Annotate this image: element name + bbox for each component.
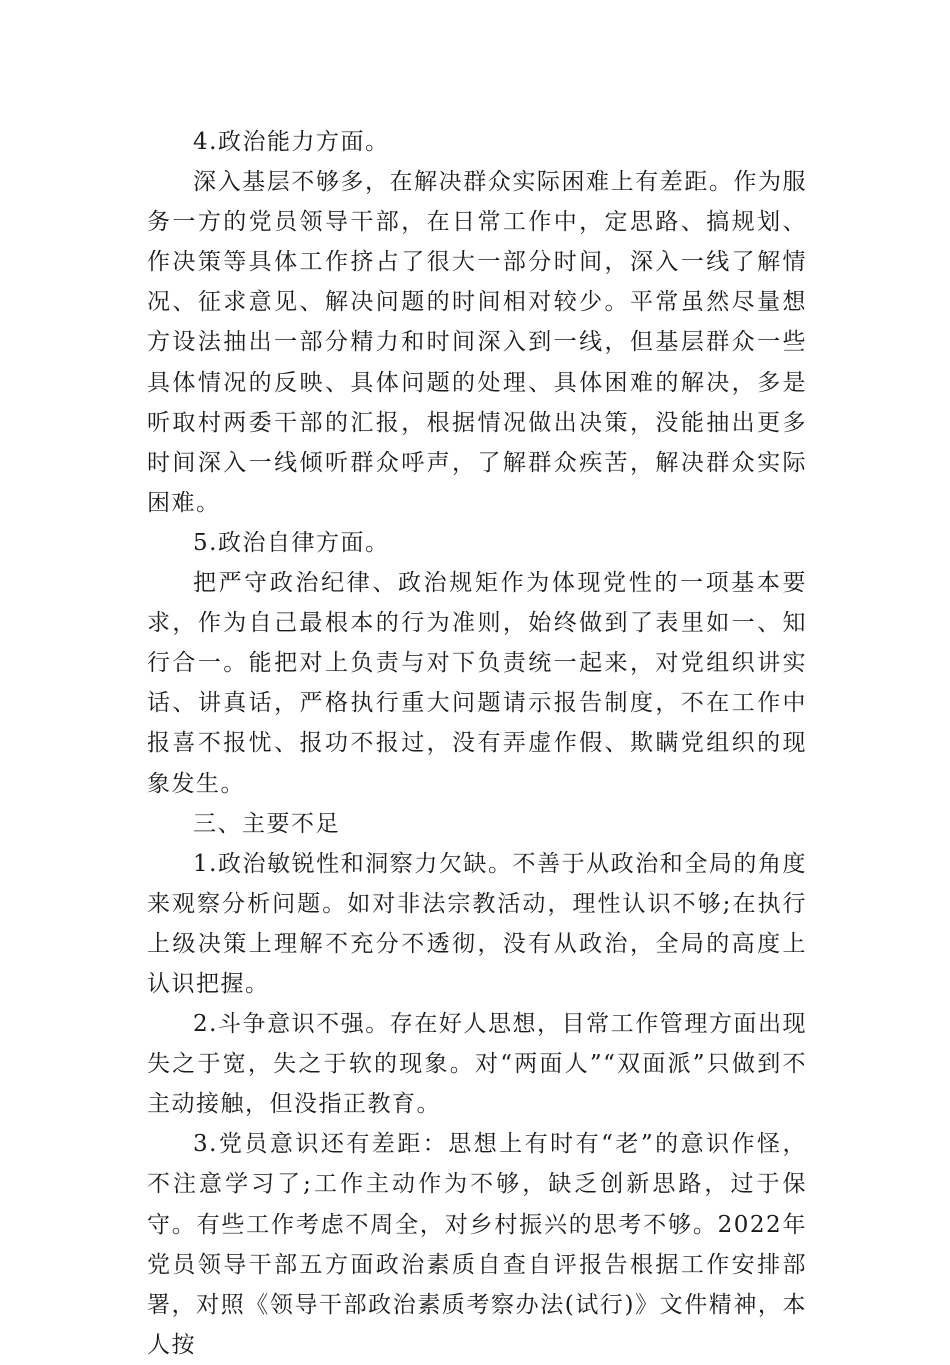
section-heading-main-shortcomings: 三、主要不足 (193, 810, 340, 837)
paragraph-shortcoming-3: 3.党员意识还有差距：思想上有时有“老”的意识作怪，不注意学习了;工作主动作为不够，缺乏创新思路，过于保守。有些工作考虑不周全，对乡村振兴的思考不够。2022年党员领导干部五方面政治素质自查自评报告根据工作安排部署，对照《领导干部政治素质考察办法(试行)》文件精神，本人按 (147, 1131, 807, 1358)
paragraph-shortcoming-1: 1.政治敏锐性和洞察力欠缺。不善于从政治和全局的角度来观察分析问题。如对非法宗教活动，理性认识不够;在执行上级决策上理解不充分不透彻，没有从政治，全局的高度上认识把握。 (147, 850, 807, 997)
document-body (147, 122, 807, 1365)
section-heading-political-self-discipline: 5.政治自律方面。 (193, 529, 390, 556)
paragraph-political-self-discipline: 把严守政治纪律、政治规矩作为体现党性的一项基本要求，作为自己最根本的行为准则，始终做到了表里如一、知行合一。能把对上负责与对下负责统一起来，对党组织讲实话、讲真话，严格执行重大问题请示报告制度，不在工作中报喜不报忧、报功不报过，没有弄虚作假、欺瞒党组织的现象发生。 (147, 570, 807, 797)
paragraph-shortcoming-2: 2.斗争意识不强。存在好人思想，目常工作管理方面出现失之于宽，失之于软的现象。对“两面人”“双面派”只做到不主动接触，但没指正教育。 (147, 1011, 807, 1118)
paragraph-political-ability: 深入基层不够多，在解决群众实际困难上有差距。作为服务一方的党员领导干部，在日常工作中，定思路、搞规划、作决策等具体工作挤占了很大一部分时间，深入一线了解情况、征求意见、解决问题的时间相对较少。平常虽然尽量想方设法抽出一部分精力和时间深入到一线，但基层群众一些具体情况的反映、具体问题的处理、具体困难的解决，多是听取村两委干部的汇报，根据情况做出决策，没能抽出更多时间深入一线倾听群众呼声，了解群众疾苦，解决群众实际困难。 (147, 169, 807, 516)
section-heading-political-ability: 4.政治能力方面。 (193, 129, 390, 155)
